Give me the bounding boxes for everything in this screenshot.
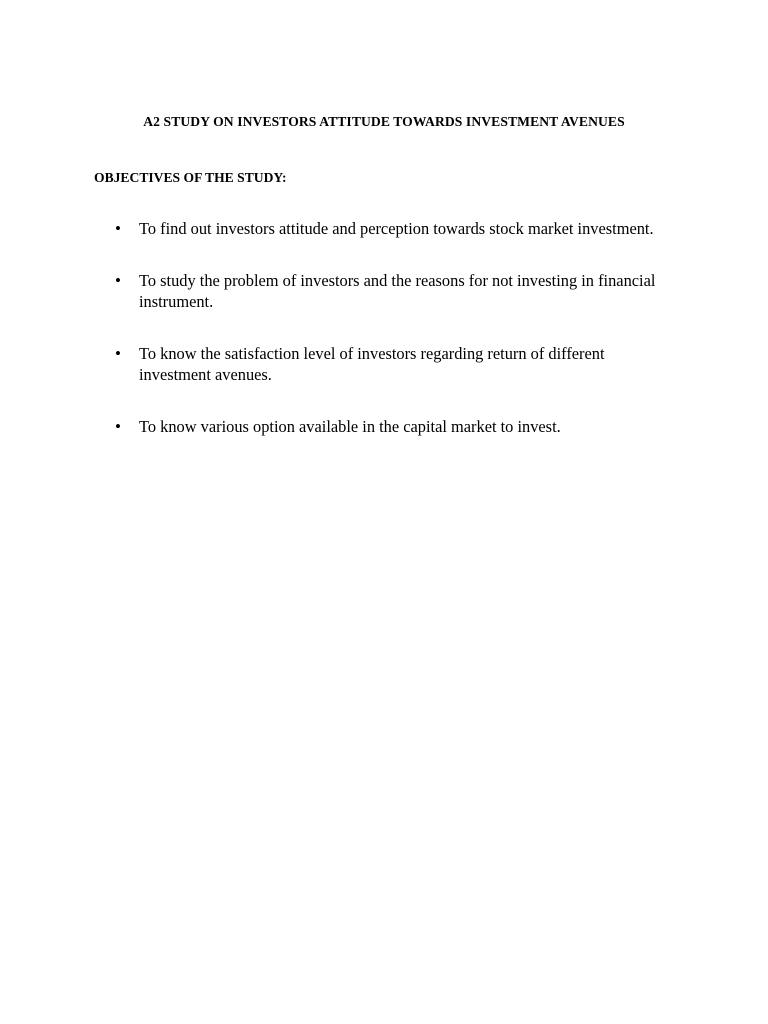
list-item bbox=[0, 416, 768, 438]
section-heading: OBJECTIVES OF THE STUDY: bbox=[94, 170, 287, 185]
bullet-icon: • bbox=[115, 270, 121, 290]
objective-text: To find out investors attitude and perception towards stock market investment. bbox=[139, 219, 654, 238]
bullet-icon: • bbox=[115, 219, 121, 238]
list-item bbox=[0, 343, 768, 386]
bullet-icon: • bbox=[115, 343, 121, 363]
objectives-list bbox=[0, 218, 768, 467]
document-title: A2 STUDY ON INVESTORS ATTITUDE TOWARDS INVESTMENT AVENUES bbox=[143, 114, 625, 129]
objective-text: To know various option available in the capital market to invest. bbox=[139, 416, 561, 436]
list-item bbox=[0, 218, 768, 240]
objective-text: To study the problem of investors and the reasons for not investing in financial instrument. bbox=[139, 270, 656, 311]
bullet-icon: • bbox=[115, 416, 121, 436]
list-item bbox=[0, 270, 768, 313]
objective-text: To know the satisfaction level of investors regarding return of different investment avenues. bbox=[139, 343, 605, 384]
